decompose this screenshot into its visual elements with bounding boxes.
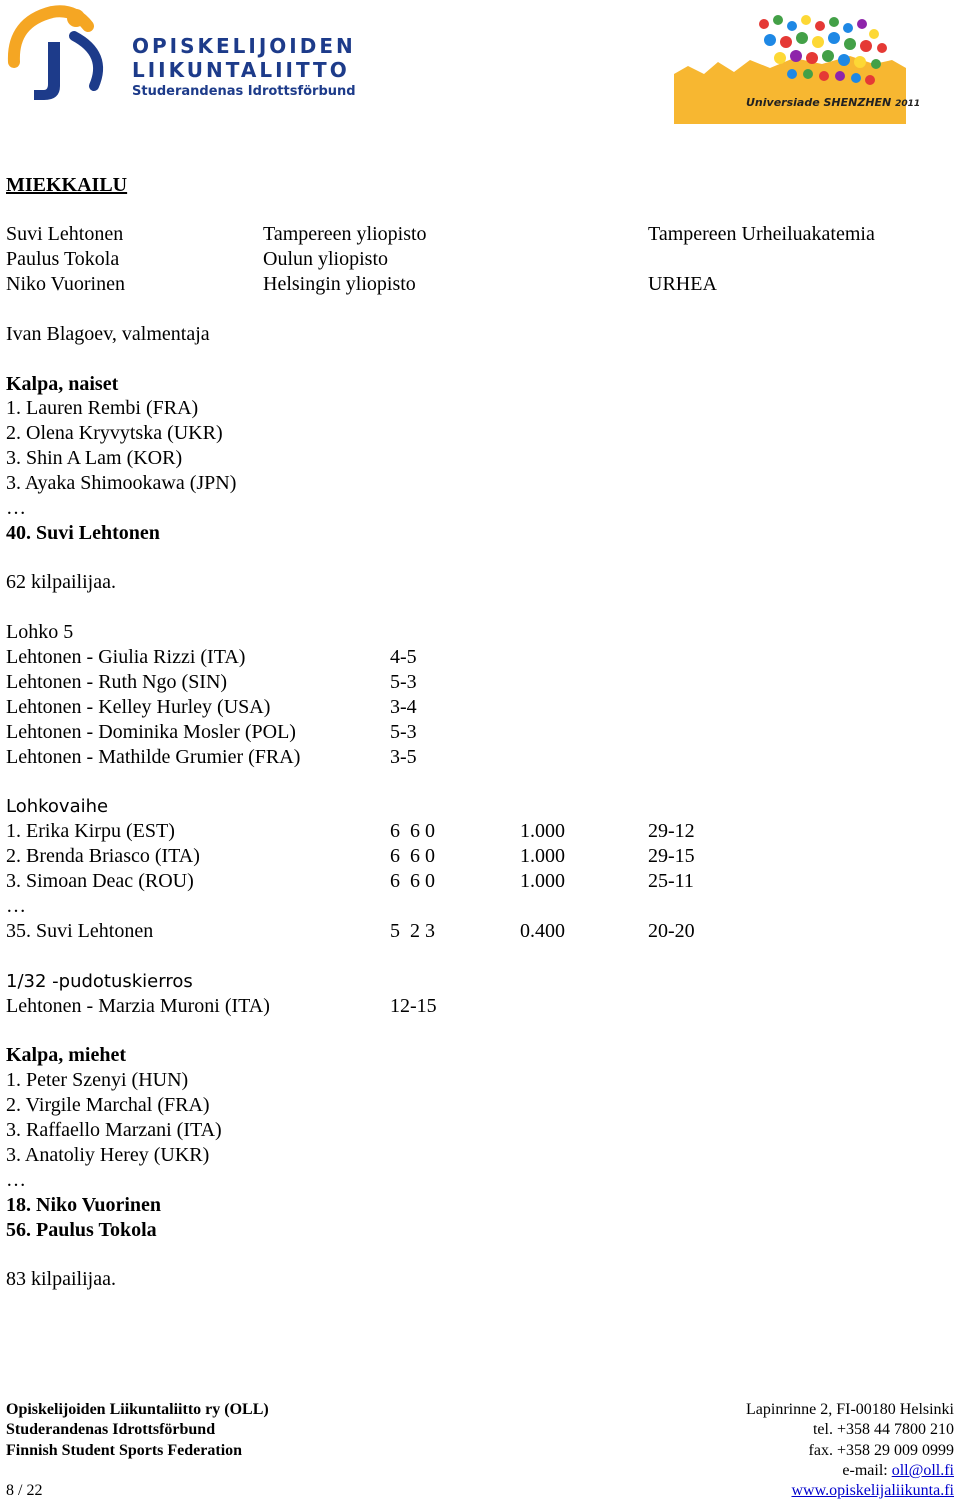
phase-record-finnish: 5 2 3 xyxy=(390,920,435,942)
section-title: MIEKKAILU xyxy=(6,174,128,196)
footer-email-link[interactable]: oll@oll.fi xyxy=(891,1462,954,1479)
pool-match: Lehtonen - Giulia Rizzi (ITA) xyxy=(6,646,246,668)
phase-touches: 29-12 xyxy=(648,820,695,842)
pool-title: Lohko 5 xyxy=(6,621,74,643)
pool-score: 5-3 xyxy=(390,721,417,743)
footer-tel: tel. +358 44 7800 210 xyxy=(812,1421,954,1438)
women-finnish-result: 40. Suvi Lehtonen xyxy=(6,522,160,544)
page-number: 8 / 22 xyxy=(6,1482,43,1499)
phase-record: 6 6 0 xyxy=(390,845,435,867)
athlete-name: Paulus Tokola xyxy=(6,248,120,270)
footer-fax: fax. +358 29 009 0999 xyxy=(808,1442,954,1459)
phase-touches-finnish: 20-20 xyxy=(648,920,695,942)
women-result: 3. Ayaka Shimookawa (JPN) xyxy=(6,472,237,494)
phase-touches: 25-11 xyxy=(648,870,694,892)
universiade-caption-text: Universiade SHENZHEN xyxy=(746,96,892,109)
pool-match: Lehtonen - Ruth Ngo (SIN) xyxy=(6,671,228,693)
men-result: 3. Anatoliy Herey (UKR) xyxy=(6,1144,210,1166)
phase-touches: 29-15 xyxy=(648,845,695,867)
pool-score: 5-3 xyxy=(390,671,417,693)
pool-match: Lehtonen - Kelley Hurley (USA) xyxy=(6,696,271,718)
footer-org-name: Opiskelijoiden Liikuntaliitto ry (OLL) xyxy=(6,1401,269,1418)
oll-logo-line1: OPISKELIJOIDEN xyxy=(132,34,356,58)
footer-email-label: e-mail: xyxy=(842,1462,892,1479)
phase-name: 2. Brenda Briasco (ITA) xyxy=(6,845,200,867)
athlete-club: URHEA xyxy=(648,273,717,295)
athlete-club: Tampereen Urheiluakatemia xyxy=(648,223,875,245)
men-finnish-result: 56. Paulus Tokola xyxy=(6,1219,157,1241)
phase-name-finnish: 35. Suvi Lehtonen xyxy=(6,920,154,942)
phase-title: Lohkovaihe xyxy=(6,796,109,817)
men-count: 83 kilpailijaa. xyxy=(6,1268,116,1290)
universiade-logo xyxy=(674,14,921,124)
phase-ratio: 1.000 xyxy=(520,870,565,892)
athlete-university: Helsingin yliopisto xyxy=(263,273,416,295)
pool-score: 3-4 xyxy=(390,696,417,718)
athlete-name: Suvi Lehtonen xyxy=(6,223,124,245)
men-title: Kalpa, miehet xyxy=(6,1044,126,1066)
phase-record: 6 6 0 xyxy=(390,820,435,842)
athlete-university: Oulun yliopisto xyxy=(263,248,389,270)
phase-ratio: 1.000 xyxy=(520,845,565,867)
women-result: 3. Shin A Lam (KOR) xyxy=(6,447,183,469)
men-result: 1. Peter Szenyi (HUN) xyxy=(6,1069,189,1091)
footer-email-line xyxy=(842,1461,954,1482)
phase-ellipsis: … xyxy=(6,895,26,917)
pool-match: Lehtonen - Mathilde Grumier (FRA) xyxy=(6,746,301,768)
phase-ratio-finnish: 0.400 xyxy=(520,920,565,942)
elimination-match: Lehtonen - Marzia Muroni (ITA) xyxy=(6,995,270,1017)
athlete-university: Tampereen yliopisto xyxy=(263,223,427,245)
elimination-score: 12-15 xyxy=(390,995,437,1017)
women-title: Kalpa, naiset xyxy=(6,373,119,395)
footer-website-line xyxy=(792,1481,955,1502)
women-ellipsis: … xyxy=(6,497,26,519)
men-result: 2. Virgile Marchal (FRA) xyxy=(6,1094,210,1116)
footer-org-english: Finnish Student Sports Federation xyxy=(6,1442,243,1459)
coach-line: Ivan Blagoev, valmentaja xyxy=(6,323,210,345)
women-count: 62 kilpailijaa. xyxy=(6,571,116,593)
phase-name: 3. Simoan Deac (ROU) xyxy=(6,870,194,892)
phase-name: 1. Erika Kirpu (EST) xyxy=(6,820,175,842)
pool-score: 3-5 xyxy=(390,746,417,768)
men-finnish-result: 18. Niko Vuorinen xyxy=(6,1194,162,1216)
phase-ratio: 1.000 xyxy=(520,820,565,842)
men-result: 3. Raffaello Marzani (ITA) xyxy=(6,1119,222,1141)
footer-org-swedish: Studerandenas Idrottsförbund xyxy=(6,1421,216,1438)
elimination-title: 1/32 -pudotuskierros xyxy=(6,971,193,992)
men-ellipsis: … xyxy=(6,1169,26,1191)
oll-logo-line3: Studerandenas Idrottsförbund xyxy=(132,84,356,99)
women-result: 2. Olena Kryvytska (UKR) xyxy=(6,422,223,444)
women-result: 1. Lauren Rembi (FRA) xyxy=(6,397,199,419)
pool-match: Lehtonen - Dominika Mosler (POL) xyxy=(6,721,296,743)
universiade-caption xyxy=(746,96,920,109)
footer-website-link[interactable]: www.opiskelijaliikunta.fi xyxy=(791,1482,954,1499)
phase-record: 6 6 0 xyxy=(390,870,435,892)
footer-address: Lapinrinne 2, FI-00180 Helsinki xyxy=(746,1401,954,1418)
oll-logo xyxy=(4,2,356,106)
oll-logo-line2: LIIKUNTALIITTO xyxy=(132,58,350,82)
oll-logo-mark-icon xyxy=(4,2,116,106)
pool-score: 4-5 xyxy=(390,646,417,668)
athlete-name: Niko Vuorinen xyxy=(6,273,125,295)
universiade-year: 2011 xyxy=(895,99,921,109)
